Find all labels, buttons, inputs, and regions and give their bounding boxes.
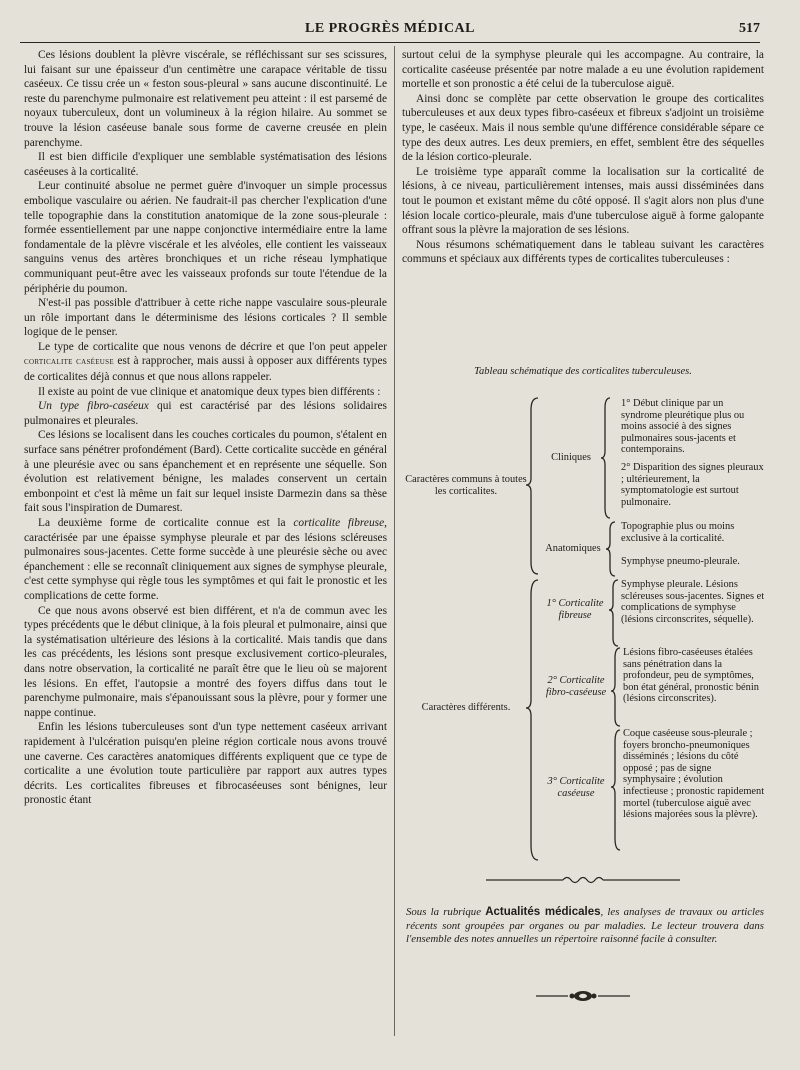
text-run: Sous la rubrique [406,906,486,918]
paragraph: Enfin les lésions tuberculeuses sont d'un type nettement caséeux arrivant rapidement à l'ulcération puisqu'en pleine région corticale nous avons trouvé une caverne. Ces caractères anatomiques différents expliquent que ce type de corticalite a une évolution toute particulière par rapport aux autres types décrits. Les corticalites fibreuses et fibrocaséeuses sont bénignes, leur pronostic étant [24,721,387,807]
label-type-fibro-caseuse: 2° Corticalite fibro-caséeuse [545,675,607,698]
paragraph: Ces lésions doublent la plèvre viscérale, se réfléchissant sur ses scissures, lui faisant sur une épaisseur d'un centimètre une carapace véritable de tissu caséeux. Ce tissu crée un « feston sous-pleural » sans aucune discontinuité. Le reste du parenchyme pulmonaire est relativement peu atteint : il est parsemé de noyaux tuberculeux, dont un volumineux à la région hilaire. Au sommet se trouve la lésion caséeuse banale sous forme de caverne creusée en plein parenchyme. [24,49,387,149]
text-run: est à rapprocher, mais aussi à opposer aux différents types de corticalites déjà connus et que nous allons rappeler. [24,355,387,384]
paragraph: Ces lésions se localisent dans les couches corticales du poumon, s'étalent en surface sans pénétrer profondément (Bard). Cette corticalite succède en général à une pleurésie avec ou sans épanchement et en représente une séquelle. Son évolution est relativement bénigne, les malades conservent un certain embonpoint et c'est là même un fait sur lequel insiste Darmezin dans sa thèse fait sous l'inspiration de Dumarest. [24,429,387,515]
paragraph: Leur continuité absolue ne permet guère d'invoquer un simple processus embolique vasculaire ou aérien. Ne faudrait-il pas chercher l'explication d'une telle topographie dans la constitution anatomique de la zone sous-pleurale : formée essentiellement par une nappe conjonctive intermédiaire entre la lame fondamentale de la plèvre viscérale et les alvéoles, elle contient les vaisseaux sanguins venus des artères bronchiques et un riche réseau lymphatique communiquant peut-être avec les vaisseaux profonds sur toute l'étendue de la périphérie du poumon. [24,180,387,295]
italic-term: corticalite fibreuse [293,517,385,529]
paragraph: N'est-il pas possible d'attribuer à cette riche nappe vasculaire sous-pleurale un rôle important dans le déterminisme des lésions corticales ? Il semble logique de le penser. [24,297,387,339]
label-anatomiques: Anatomiques [545,543,601,554]
text-run: La deuxième forme de corticalite connue est la [38,517,294,529]
paragraph: Il existe au point de vue clinique et anatomique deux types bien différents : [38,385,381,398]
page-number: 517 [739,21,760,36]
label-type-caseuse: 3° Corticalite caséeuse [547,776,605,799]
label-type-fibreuse: 1° Corticalite fibreuse [546,598,604,621]
paragraph: Nous résumons schématiquement dans le tableau suivant les caractères communs et spéciaux aux différents types de corticalites tuberculeuses : [402,238,764,266]
rubric-title: Actualités médicales [485,906,601,918]
text-run: , caractérisée par une épaisse symphyse pleurale et par des lésions scléreuses pulmonaires sous-jacentes. Cette forme succède à une pleurésie sèche ou avec épanchement : elle se reconnaît cliniquement aux signes de symphyse pleurale, c'est cette symphyse qui règle tous les symptômes et qui fait le pronostic et les complications de cette forme. [24,517,387,602]
cliniques-item-2: 2° Disparition des signes pleuraux ; ultérieurement, la symptomatologie est surtout pulmonaire. [621,462,764,508]
text-run: Le type de corticalite que nous venons de décrire et que l'on peut appeler [38,340,387,353]
anatomiques-item-2: Symphyse pneumo-pleurale. [621,556,740,567]
table-title: Tableau schématique des corticalites tuberculeuses. [474,366,692,377]
paragraph: surtout celui de la symphyse pleurale qui les accompagne. Au contraire, la corticalite caséeuse présentée par notre malade a eu une évolution rapidement mortelle et son pronostic a été celui de la tuberculose aiguë. [402,49,764,91]
smallcaps-term: corticalite caséeuse [24,356,114,368]
cliniques-item-1: 1° Début clinique par un syndrome pleurétique plus ou moins associé à des signes pulmonaires sous-jacents et contemporains. [621,398,745,456]
italic-term: Un type fibro-caséeux [38,400,149,413]
text-run: qui est caractérisé par des lésions solidaires pulmonaires et pleurales. [24,400,387,427]
label-differents: Caractères différents. [421,702,511,713]
paragraph: Ainsi donc se complète par cette observation le groupe des corticalites tuberculeuses et aux deux types fibro-caséeux et fibreux s'adjoint un troisième type, le caséeux. Mais il nous semble qu'une différence considérable sépare ce type des deux autres. Les deux premiers, en effet, semblent être des séquelles de la lésion cortico-pleurale. [402,92,764,164]
type-fibreuse-desc: Symphyse pleurale. Lésions scléreuses sous-jacentes. Signes et complications de symphyse (lésions circonscrites, séquelle). [621,579,765,625]
anatomiques-item-1: Topographie plus ou moins exclusive à la corticalité. [621,521,735,544]
paragraph: Le troisième type apparaît comme la localisation sur la corticalité de lésions, à ce niveau, particulièrement intenses, mais aussi disséminées dans tout le poumon et existant même du côté opposé. Il s'agit alors non plus d'une lésion locale cortico-pleurale, mais d'une tuberculose aiguë à forme galopante offrant sous la plèvre la majoration de ses lésions. [402,165,764,237]
label-communs: Caractères communs à toutes les corticalites. [405,474,527,497]
paragraph: Il est bien difficile d'expliquer une semblable systématisation des lésions caséeuses à la corticalité. [24,151,387,178]
text-run: , les analyses de travaux ou articles récents sont groupées par organes ou par maladies. Le lecteur trouvera dans l'ensemble des notes annuelles un répertoire raisonné facile à consulter. [406,906,764,946]
journal-title: LE PROGRÈS MÉDICAL [304,21,476,36]
paragraph: Ce que nous avons observé est bien différent, et n'a de commun avec les types précédents que le début clinique, à la fois pleural et pulmonaire, ainsi que la systématisation ultérieure des lésions à la corticalité. Mais tandis que dans les cas précédents, les lésions sont presque exclusivement cortico-pleurales, dans notre observation, la corticalité ne paraît être que le lieu où se majorent les lésions. En effet, l'autopsie a montré des foyers diffus dans tout le parenchyme pulmonaire, mais s'épanouissant sous la plèvre, pour y former une nappe continue. [24,604,387,719]
type-fibro-caseuse-desc: Lésions fibro-caséeuses étalées sans pénétration dans la profondeur, peu de symptômes, bon état général, pronostic bénin (lésions circonscrites). [623,647,759,705]
label-cliniques: Cliniques [551,452,591,463]
type-caseuse-desc: Coque caséeuse sous-pleurale ; foyers broncho-pneumoniques disséminés ; lésions du côté opposé ; pas de signe symphysaire ; évolution infectieuse ; pronostic rapidement mortel (tuberculose aiguë avec lésions majorées sous la plèvre). [623,728,765,821]
